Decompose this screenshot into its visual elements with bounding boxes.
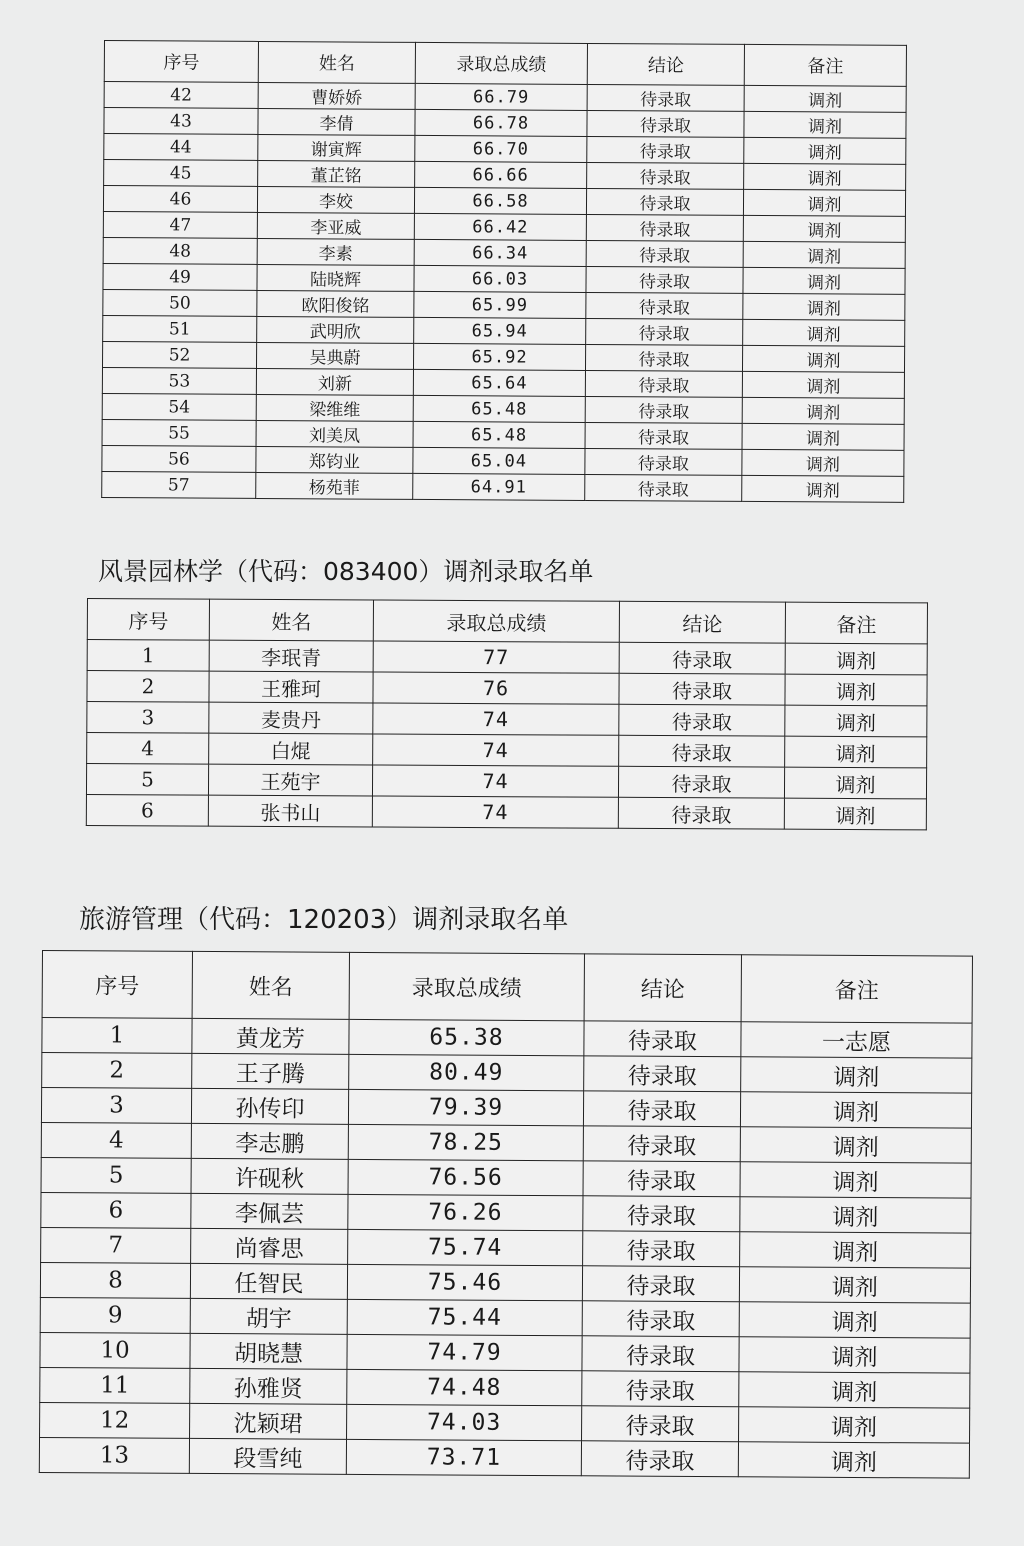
cell-seq: 46 <box>103 186 257 213</box>
cell-score: 65.99 <box>414 291 586 318</box>
cell-remark: 调剂 <box>742 475 904 502</box>
cell-seq: 49 <box>103 263 257 290</box>
cell-conclusion: 待录取 <box>582 1336 739 1372</box>
cell-name: 段雪纯 <box>189 1438 346 1474</box>
cell-conclusion: 待录取 <box>618 766 784 798</box>
cell-seq: 52 <box>102 341 256 368</box>
cell-score: 66.58 <box>414 187 586 214</box>
cell-conclusion: 待录取 <box>586 188 743 215</box>
cell-seq: 54 <box>102 393 256 420</box>
cell-remark: 调剂 <box>740 1127 971 1163</box>
cell-name: 王苑宇 <box>208 764 372 796</box>
column-header-remark: 备注 <box>744 44 906 86</box>
table-row <box>87 733 927 768</box>
cell-remark: 调剂 <box>740 1092 971 1128</box>
admission-table-continued <box>101 40 907 503</box>
cell-seq: 44 <box>104 134 258 161</box>
cell-remark: 调剂 <box>743 241 905 268</box>
table-row <box>102 471 904 502</box>
table-row <box>40 1262 970 1303</box>
cell-conclusion: 待录取 <box>619 642 785 674</box>
cell-remark: 调剂 <box>740 1232 971 1268</box>
cell-score: 66.70 <box>415 135 587 162</box>
cell-seq: 53 <box>102 367 256 394</box>
column-header-name: 姓名 <box>192 951 349 1019</box>
cell-seq: 6 <box>86 794 208 826</box>
cell-conclusion: 待录取 <box>587 136 744 163</box>
cell-remark: 调剂 <box>743 189 905 216</box>
table-row <box>87 702 927 737</box>
table-row <box>40 1367 970 1408</box>
cell-conclusion: 待录取 <box>619 735 785 767</box>
cell-remark: 调剂 <box>785 643 927 675</box>
cell-score: 65.64 <box>413 369 585 396</box>
cell-score: 65.48 <box>413 395 585 422</box>
cell-remark: 调剂 <box>785 736 927 768</box>
table-row <box>41 1192 971 1233</box>
cell-remark: 调剂 <box>785 705 927 737</box>
column-header-name: 姓名 <box>209 599 373 641</box>
cell-name: 董芷铭 <box>258 160 415 187</box>
cell-conclusion: 待录取 <box>582 1406 739 1442</box>
cell-remark: 一志愿 <box>741 1022 972 1058</box>
cell-conclusion: 待录取 <box>584 1021 741 1057</box>
column-header-seq: 序号 <box>87 599 209 641</box>
cell-seq: 12 <box>40 1402 190 1438</box>
cell-seq: 47 <box>103 211 257 238</box>
cell-name: 欧阳俊铭 <box>257 290 414 317</box>
column-header-remark: 备注 <box>785 602 927 644</box>
cell-score: 66.66 <box>415 161 587 188</box>
cell-remark: 调剂 <box>744 137 906 164</box>
cell-remark: 调剂 <box>739 1372 970 1408</box>
column-header-remark: 备注 <box>741 955 972 1023</box>
cell-score: 65.04 <box>413 447 585 474</box>
cell-score: 74 <box>373 703 619 735</box>
column-header-name: 姓名 <box>258 41 415 83</box>
cell-conclusion: 待录取 <box>585 448 742 475</box>
cell-name: 李素 <box>257 238 414 265</box>
table-header-row <box>104 41 906 87</box>
cell-conclusion: 待录取 <box>586 318 743 345</box>
cell-conclusion: 待录取 <box>585 422 742 449</box>
cell-conclusion: 待录取 <box>585 344 742 371</box>
cell-name: 刘美凤 <box>256 420 413 447</box>
cell-seq: 56 <box>102 445 256 472</box>
cell-score: 75.44 <box>347 1299 582 1335</box>
cell-name: 李珉青 <box>209 640 373 672</box>
table-row <box>41 1227 971 1268</box>
table-row <box>41 1157 971 1198</box>
cell-seq: 5 <box>86 764 208 796</box>
cell-seq: 3 <box>41 1088 191 1124</box>
cell-remark: 调剂 <box>738 1442 969 1478</box>
column-header-score: 录取总成绩 <box>373 600 619 642</box>
cell-seq: 6 <box>41 1192 191 1228</box>
cell-name: 曹娇娇 <box>258 82 415 109</box>
cell-conclusion: 待录取 <box>582 1266 739 1302</box>
cell-name: 沈颖珺 <box>190 1403 347 1439</box>
cell-name: 张书山 <box>208 795 372 827</box>
cell-seq: 51 <box>103 315 257 342</box>
cell-seq: 3 <box>87 702 209 734</box>
cell-name: 李姣 <box>257 186 414 213</box>
cell-conclusion: 待录取 <box>583 1231 740 1267</box>
cell-score: 73.71 <box>346 1439 581 1475</box>
cell-conclusion: 待录取 <box>582 1371 739 1407</box>
table-header-row <box>42 951 972 1024</box>
column-header-seq: 序号 <box>104 41 258 83</box>
cell-score: 77 <box>373 641 619 673</box>
table-row <box>41 1088 971 1129</box>
table-row <box>42 1018 972 1059</box>
cell-name: 武明欣 <box>257 316 414 343</box>
landscape-architecture-table <box>86 598 928 830</box>
table-row <box>87 671 927 706</box>
cell-name: 王子腾 <box>192 1053 349 1089</box>
table-row <box>86 764 926 799</box>
column-header-score: 录取总成绩 <box>349 952 584 1020</box>
column-header-conclusion: 结论 <box>619 601 785 643</box>
cell-conclusion: 待录取 <box>586 292 743 319</box>
column-header-conclusion: 结论 <box>587 43 744 85</box>
cell-score: 75.74 <box>348 1229 583 1265</box>
cell-score: 74 <box>373 734 619 766</box>
cell-score: 78.25 <box>348 1124 583 1160</box>
cell-conclusion: 待录取 <box>587 110 744 137</box>
cell-seq: 57 <box>102 471 256 498</box>
cell-score: 76.56 <box>348 1159 583 1195</box>
cell-score: 64.91 <box>413 473 585 500</box>
cell-score: 74 <box>372 796 618 828</box>
cell-seq: 1 <box>42 1018 192 1054</box>
cell-score: 66.34 <box>414 239 586 266</box>
cell-name: 杨苑菲 <box>256 472 413 499</box>
cell-conclusion: 待录取 <box>619 704 785 736</box>
cell-name: 胡晓慧 <box>190 1333 347 1369</box>
cell-seq: 45 <box>104 160 258 187</box>
cell-name: 孙传印 <box>191 1088 348 1124</box>
cell-conclusion: 待录取 <box>586 214 743 241</box>
cell-score: 74.03 <box>347 1404 582 1440</box>
cell-seq: 55 <box>102 419 256 446</box>
cell-conclusion: 待录取 <box>585 370 742 397</box>
cell-name: 刘新 <box>256 368 413 395</box>
cell-seq: 9 <box>40 1297 190 1333</box>
section-title-tourism-management: 旅游管理（代码：120203）调剂录取名单 <box>79 905 569 935</box>
cell-score: 80.49 <box>349 1054 584 1090</box>
cell-remark: 调剂 <box>742 345 904 372</box>
cell-score: 66.42 <box>414 213 586 240</box>
cell-remark: 调剂 <box>739 1302 970 1338</box>
cell-name: 王雅珂 <box>209 671 373 703</box>
table-header-row <box>87 599 927 644</box>
cell-remark: 调剂 <box>739 1407 970 1443</box>
cell-name: 李志鹏 <box>191 1123 348 1159</box>
column-header-conclusion: 结论 <box>584 954 741 1022</box>
table-row <box>40 1297 970 1338</box>
cell-name: 黄龙芳 <box>192 1018 349 1054</box>
cell-score: 66.79 <box>415 83 587 110</box>
section-title-landscape-architecture: 风景园林学（代码：083400）调剂录取名单 <box>98 557 594 586</box>
cell-conclusion: 待录取 <box>587 84 744 111</box>
cell-name: 任智民 <box>190 1263 347 1299</box>
cell-name: 麦贵丹 <box>209 702 373 734</box>
cell-remark: 调剂 <box>742 449 904 476</box>
cell-seq: 13 <box>39 1437 189 1473</box>
table-row <box>87 640 927 675</box>
cell-seq: 10 <box>40 1332 190 1368</box>
cell-seq: 4 <box>87 733 209 765</box>
cell-remark: 调剂 <box>740 1162 971 1198</box>
cell-name: 李佩芸 <box>191 1193 348 1229</box>
cell-score: 76 <box>373 672 619 704</box>
cell-score: 65.92 <box>413 343 585 370</box>
table-row <box>42 1053 972 1094</box>
cell-score: 66.78 <box>415 109 587 136</box>
cell-score: 65.38 <box>349 1019 584 1055</box>
cell-remark: 调剂 <box>743 267 905 294</box>
cell-seq: 8 <box>40 1262 190 1298</box>
table-row <box>40 1402 970 1443</box>
cell-remark: 调剂 <box>743 319 905 346</box>
cell-conclusion: 待录取 <box>618 797 784 829</box>
cell-remark: 调剂 <box>739 1337 970 1373</box>
cell-remark: 调剂 <box>742 423 904 450</box>
cell-name: 吴典蔚 <box>256 342 413 369</box>
cell-name: 谢寅辉 <box>258 134 415 161</box>
cell-score: 76.26 <box>348 1194 583 1230</box>
cell-name: 胡宇 <box>190 1298 347 1334</box>
table-row <box>40 1332 970 1373</box>
cell-score: 65.48 <box>413 421 585 448</box>
table-row <box>39 1437 969 1478</box>
cell-remark: 调剂 <box>743 215 905 242</box>
cell-seq: 50 <box>103 289 257 316</box>
cell-score: 75.46 <box>347 1264 582 1300</box>
cell-name: 梁维维 <box>256 394 413 421</box>
cell-name: 李倩 <box>258 108 415 135</box>
cell-conclusion: 待录取 <box>585 396 742 423</box>
cell-score: 74.48 <box>347 1369 582 1405</box>
cell-remark: 调剂 <box>742 371 904 398</box>
cell-remark: 调剂 <box>740 1197 971 1233</box>
cell-seq: 11 <box>40 1367 190 1403</box>
cell-seq: 48 <box>103 237 257 264</box>
cell-remark: 调剂 <box>785 674 927 706</box>
cell-name: 白焜 <box>209 733 373 765</box>
cell-remark: 调剂 <box>784 767 926 799</box>
cell-score: 66.03 <box>414 265 586 292</box>
column-header-seq: 序号 <box>42 951 192 1019</box>
cell-conclusion: 待录取 <box>587 162 744 189</box>
cell-remark: 调剂 <box>744 111 906 138</box>
table-row <box>41 1122 971 1163</box>
cell-score: 74.79 <box>347 1334 582 1370</box>
cell-name: 孙雅贤 <box>190 1368 347 1404</box>
tourism-management-table <box>39 950 973 1479</box>
cell-seq: 2 <box>87 671 209 703</box>
cell-remark: 调剂 <box>739 1267 970 1303</box>
cell-name: 李亚威 <box>257 212 414 239</box>
cell-conclusion: 待录取 <box>585 474 742 501</box>
cell-seq: 4 <box>41 1122 191 1158</box>
cell-score: 79.39 <box>348 1089 583 1125</box>
cell-remark: 调剂 <box>743 293 905 320</box>
cell-remark: 调剂 <box>744 163 906 190</box>
cell-conclusion: 待录取 <box>583 1161 740 1197</box>
cell-conclusion: 待录取 <box>583 1196 740 1232</box>
cell-seq: 43 <box>104 108 258 135</box>
cell-name: 陆晓辉 <box>257 264 414 291</box>
cell-seq: 2 <box>42 1053 192 1089</box>
cell-name: 尚睿思 <box>191 1228 348 1264</box>
table-row <box>86 794 926 829</box>
cell-remark: 调剂 <box>784 798 926 830</box>
cell-score: 65.94 <box>414 317 586 344</box>
cell-conclusion: 待录取 <box>586 266 743 293</box>
cell-conclusion: 待录取 <box>619 673 785 705</box>
cell-remark: 调剂 <box>742 397 904 424</box>
cell-seq: 42 <box>104 82 258 109</box>
cell-conclusion: 待录取 <box>583 1091 740 1127</box>
cell-seq: 5 <box>41 1157 191 1193</box>
cell-name: 郑钧业 <box>256 446 413 473</box>
cell-name: 许砚秋 <box>191 1158 348 1194</box>
cell-conclusion: 待录取 <box>584 1056 741 1092</box>
cell-conclusion: 待录取 <box>582 1301 739 1337</box>
cell-seq: 1 <box>87 640 209 672</box>
cell-conclusion: 待录取 <box>586 240 743 267</box>
cell-remark: 调剂 <box>741 1057 972 1093</box>
cell-remark: 调剂 <box>744 85 906 112</box>
cell-seq: 7 <box>41 1227 191 1263</box>
cell-conclusion: 待录取 <box>583 1126 740 1162</box>
cell-score: 74 <box>372 765 618 797</box>
column-header-score: 录取总成绩 <box>415 42 587 84</box>
cell-conclusion: 待录取 <box>581 1441 738 1477</box>
